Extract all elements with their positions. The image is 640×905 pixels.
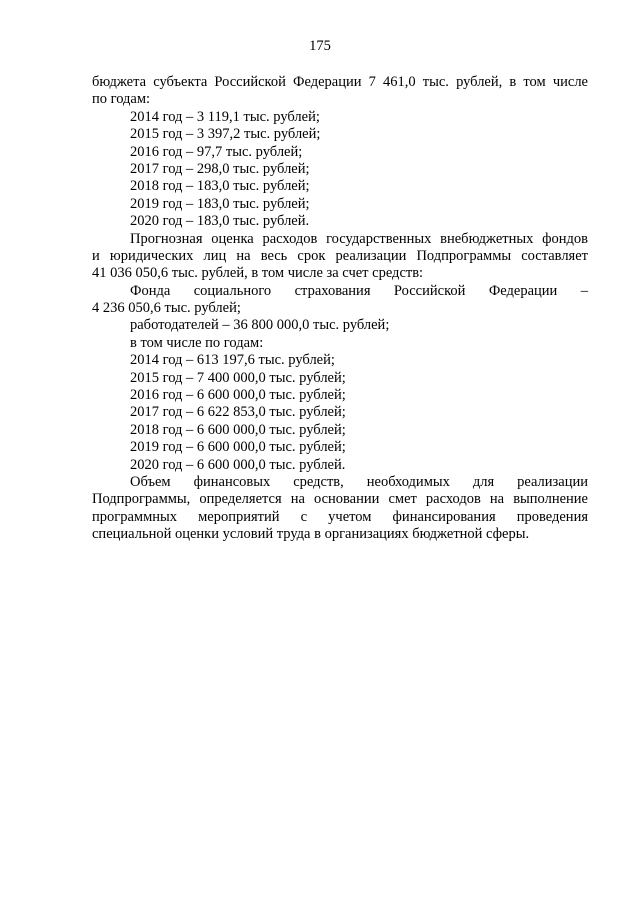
text-line: 2017 год – 298,0 тыс. рублей; — [130, 160, 310, 177]
text-line: Подпрограммы, определяется на основании смет расходов на выполнение — [92, 491, 588, 508]
text-line: 2014 год – 613 197,6 тыс. рублей; — [130, 352, 335, 369]
text-line: 2014 год – 3 119,1 тыс. рублей; — [130, 108, 320, 125]
text-line: и юридических лиц на весь срок реализации Подпрограммы составляет — [92, 247, 588, 264]
text-line: 2015 год – 7 400 000,0 тыс. рублей; — [130, 369, 346, 386]
document-body — [92, 74, 588, 544]
text-line: Фонда социального страхования Российской Федерации – — [130, 282, 588, 299]
text-line: по годам: — [92, 91, 151, 108]
text-line: 4 236 050,6 тыс. рублей; — [92, 300, 241, 317]
text-line: работодателей – 36 800 000,0 тыс. рублей; — [130, 317, 390, 334]
text-line: 2018 год – 6 600 000,0 тыс. рублей; — [130, 421, 346, 438]
text-line: 41 036 050,6 тыс. рублей, в том числе за счет средств: — [92, 265, 424, 282]
text-line: 2018 год – 183,0 тыс. рублей; — [130, 178, 310, 195]
text-line: Объем финансовых средств, необходимых для реализации — [130, 473, 588, 490]
text-line: 2016 год – 6 600 000,0 тыс. рублей; — [130, 387, 346, 404]
text-line: в том числе по годам: — [130, 334, 264, 351]
page-number: 175 — [309, 38, 331, 54]
text-line: 2020 год – 183,0 тыс. рублей. — [130, 213, 310, 230]
text-line: Прогнозная оценка расходов государственных внебюджетных фондов — [130, 230, 588, 247]
text-line: 2016 год – 97,7 тыс. рублей; — [130, 143, 303, 160]
text-line: 2015 год – 3 397,2 тыс. рублей; — [130, 126, 321, 143]
text-line: 2017 год – 6 622 853,0 тыс. рублей; — [130, 404, 346, 421]
text-line: 2019 год – 6 600 000,0 тыс. рублей; — [130, 439, 346, 456]
text-line: программных мероприятий с учетом финансирования проведения — [92, 508, 588, 525]
text-line: специальной оценки условий труда в организациях бюджетной сферы. — [92, 526, 530, 543]
text-line: 2020 год – 6 600 000,0 тыс. рублей. — [130, 456, 346, 473]
text-line: 2019 год – 183,0 тыс. рублей; — [130, 195, 310, 212]
text-line: бюджета субъекта Российской Федерации 7 461,0 тыс. рублей, в том числе — [92, 74, 588, 90]
